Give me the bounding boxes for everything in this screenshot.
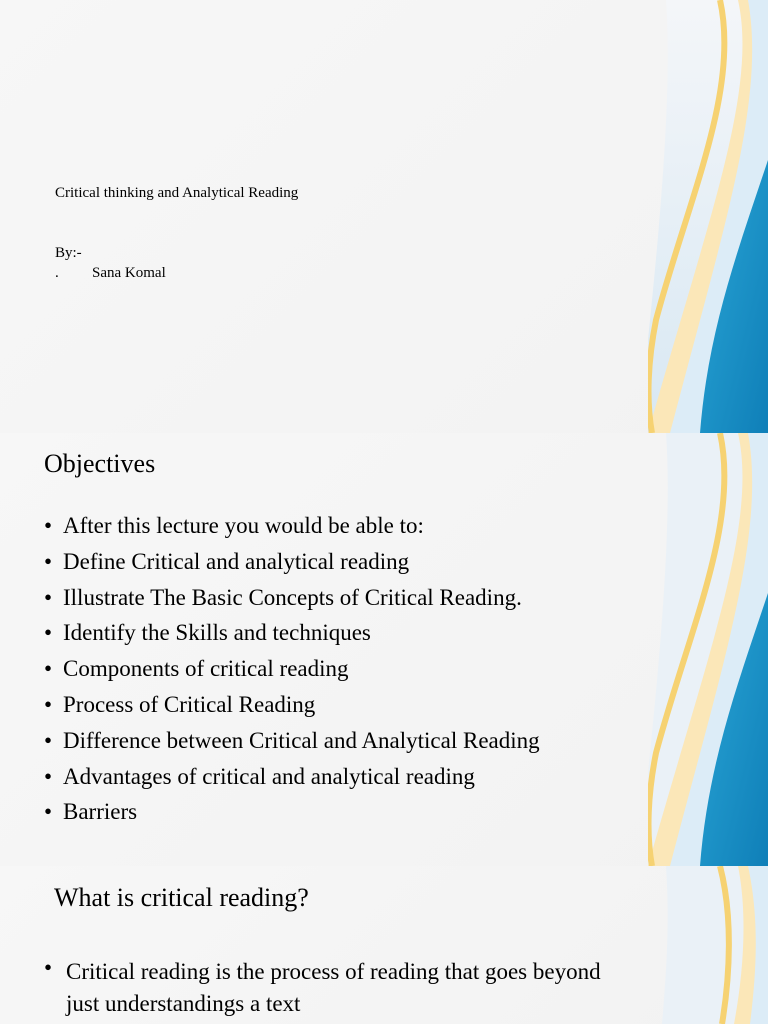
bullet-icon: • xyxy=(44,799,53,825)
bullet-icon: • xyxy=(44,656,53,682)
list-item: • Components of critical reading xyxy=(44,654,540,690)
list-item: • Identify the Skills and techniques xyxy=(44,618,540,654)
list-item: • Barriers xyxy=(44,797,540,833)
list-item: • Define Critical and analytical reading xyxy=(44,547,540,583)
definition-list xyxy=(44,956,604,1020)
bullet-icon: • xyxy=(44,691,53,717)
list-item: • After this lecture you would be able to: xyxy=(44,511,540,547)
title-slide xyxy=(0,0,768,433)
list-item: • Advantages of critical and analytical reading xyxy=(44,762,540,798)
wave-decoration xyxy=(648,0,768,433)
wave-decoration xyxy=(648,866,768,1024)
author-marker: . xyxy=(55,265,59,281)
definition-slide xyxy=(0,866,768,1024)
author-name: Sana Komal xyxy=(92,265,166,281)
objectives-slide xyxy=(0,433,768,866)
bullet-icon: • xyxy=(44,513,53,538)
bullet-icon: • xyxy=(44,727,53,753)
list-item: • Critical reading is the process of reading that goes beyond just understandings a text xyxy=(44,956,604,1020)
bullet-icon: • xyxy=(44,955,53,980)
bullet-icon: • xyxy=(44,763,53,789)
list-item: • Illustrate The Basic Concepts of Critical Reading. xyxy=(44,583,540,619)
bullet-icon: • xyxy=(44,584,53,610)
bullet-icon: • xyxy=(44,548,53,574)
bullet-icon: • xyxy=(44,620,53,646)
by-label: By:- xyxy=(55,245,82,261)
objectives-list xyxy=(44,511,540,833)
list-item: • Process of Critical Reading xyxy=(44,690,540,726)
slide-heading: Objectives xyxy=(44,449,156,478)
author-row xyxy=(55,265,166,282)
presentation-title: Critical thinking and Analytical Reading xyxy=(55,185,299,201)
wave-decoration xyxy=(648,433,768,866)
slide-heading: What is critical reading? xyxy=(54,883,309,912)
list-item: • Difference between Critical and Analytical Reading xyxy=(44,726,540,762)
